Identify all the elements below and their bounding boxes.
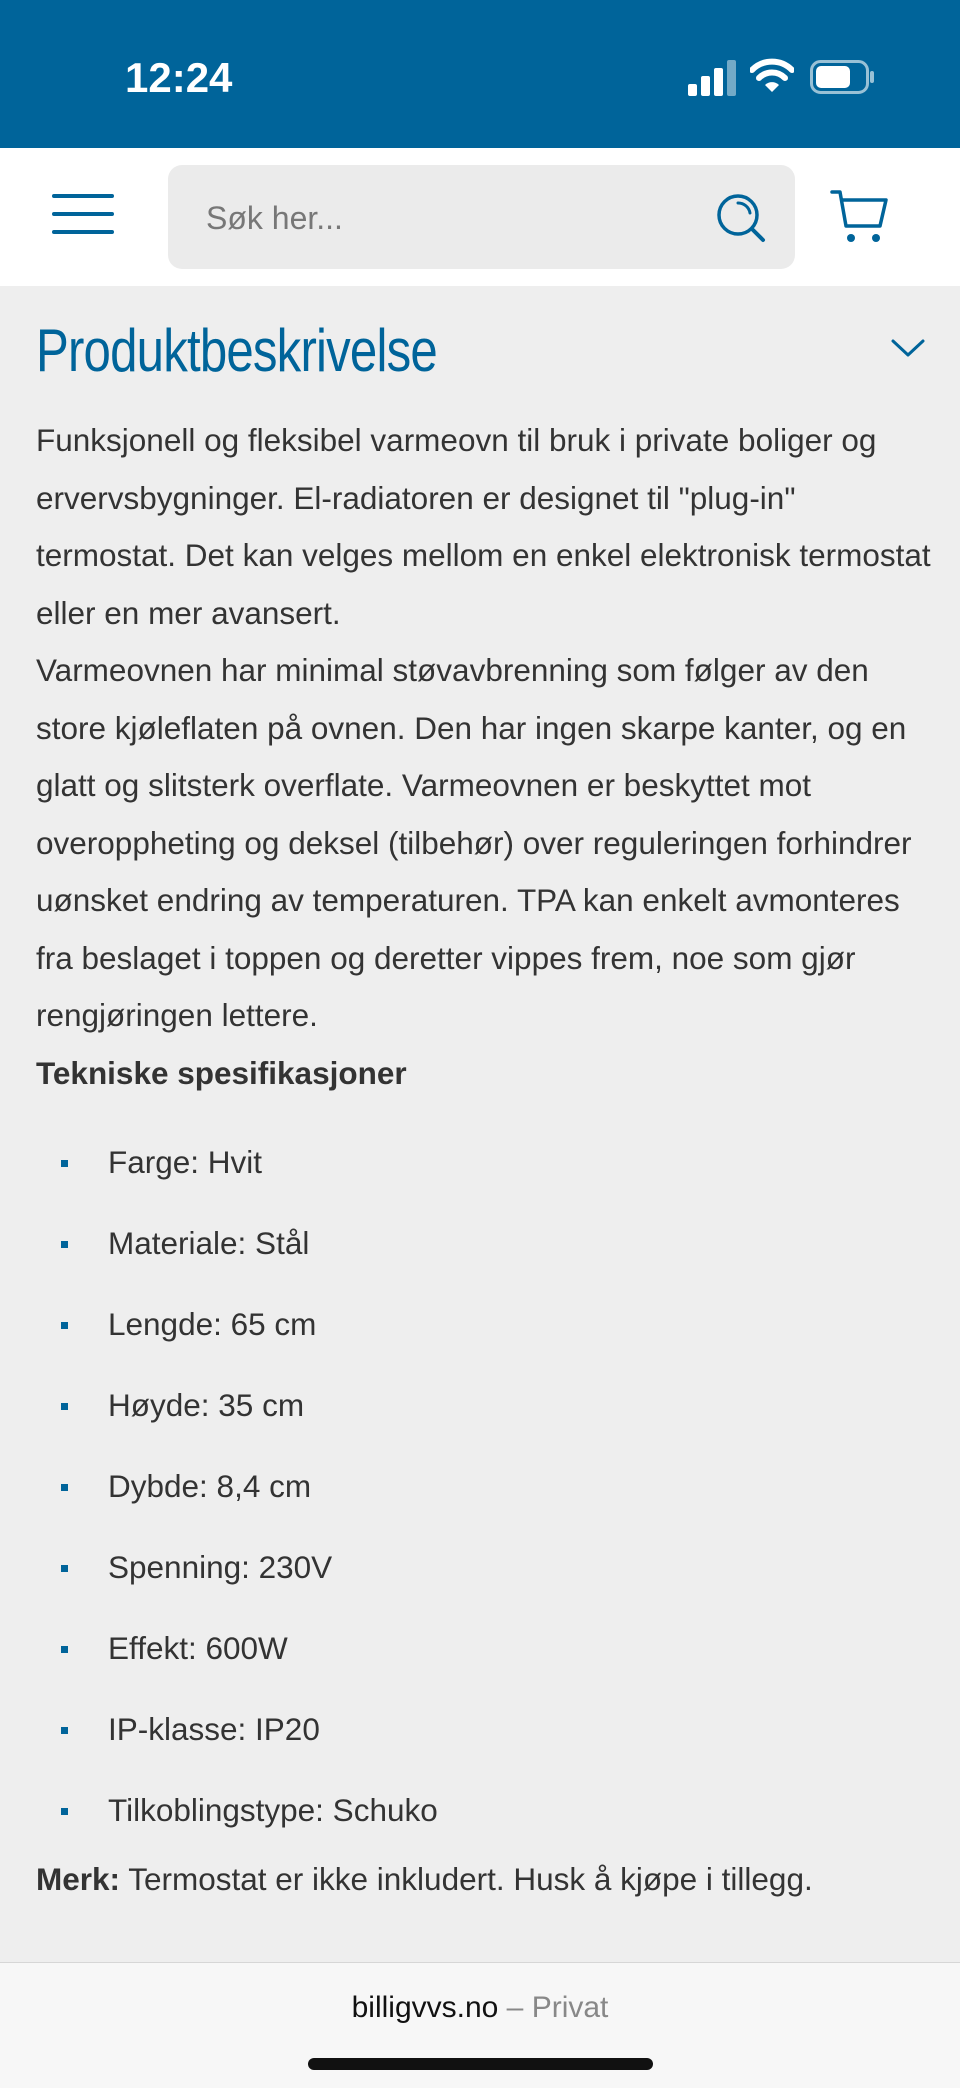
specs-list <box>36 1122 936 1851</box>
spec-item: Spenning: 230V <box>36 1527 936 1608</box>
site-header <box>0 148 960 286</box>
description-paragraph-1: Funksjonell og fleksibel varmeovn til bruk i private boliger og ervervsbygninger. El-radiatoren er designet til "plug-in" termostat. Det kan velges mellom en enkel elektronisk termostat eller en mer avansert. <box>36 422 931 631</box>
spec-item: Høyde: 35 cm <box>36 1365 936 1446</box>
battery-icon <box>810 60 876 94</box>
spec-item: Lengde: 65 cm <box>36 1284 936 1365</box>
spec-item: IP-klasse: IP20 <box>36 1689 936 1770</box>
chevron-down-icon[interactable] <box>890 336 926 360</box>
shopping-cart-icon[interactable] <box>830 186 890 246</box>
spec-item: Farge: Hvit <box>36 1122 936 1203</box>
search-bar <box>168 165 795 269</box>
search-input[interactable] <box>204 165 688 271</box>
product-description <box>36 412 936 1909</box>
footer-separator: – <box>498 1991 532 2024</box>
footer-privacy-mode: Privat <box>531 1991 609 2024</box>
note <box>36 1851 936 1909</box>
footer-domain: billigvvs.no <box>351 1991 499 2024</box>
status-time: 12:24 <box>125 54 233 101</box>
browser-address[interactable] <box>0 1991 960 2025</box>
home-indicator[interactable] <box>308 2058 653 2072</box>
status-bar <box>0 0 960 148</box>
search-icon[interactable] <box>716 193 766 243</box>
note-text: Termostat er ikke inkludert. Husk å kjøpe i tillegg. <box>120 1861 813 1897</box>
spec-item: Effekt: 600W <box>36 1608 936 1689</box>
cellular-signal-icon <box>688 60 738 96</box>
note-label: Merk: <box>36 1861 121 1897</box>
section-title: Produktbeskrivelse <box>36 317 437 384</box>
spec-item: Tilkoblingstype: Schuko <box>36 1770 936 1851</box>
spec-item: Materiale: Stål <box>36 1203 936 1284</box>
wifi-icon <box>750 58 794 94</box>
spec-item: Dybde: 8,4 cm <box>36 1446 936 1527</box>
description-paragraph-2: Varmeovnen har minimal støvavbrenning som følger av den store kjøleflaten på ovnen. Den har ingen skarpe kanter, og en glatt og slitsterk overflate. Varmeovnen er beskyttet mot overoppheting og deksel (tilbehør) over reguleringen forhindrer uønsket endring av temperaturen. TPA kan enkelt avmonteres fra beslaget i toppen og deretter vippes frem, noe som gjør rengjøringen lettere. <box>36 652 912 1033</box>
specs-heading: Tekniske spesifikasjoner <box>36 1054 407 1091</box>
hamburger-menu-icon[interactable] <box>52 194 114 240</box>
